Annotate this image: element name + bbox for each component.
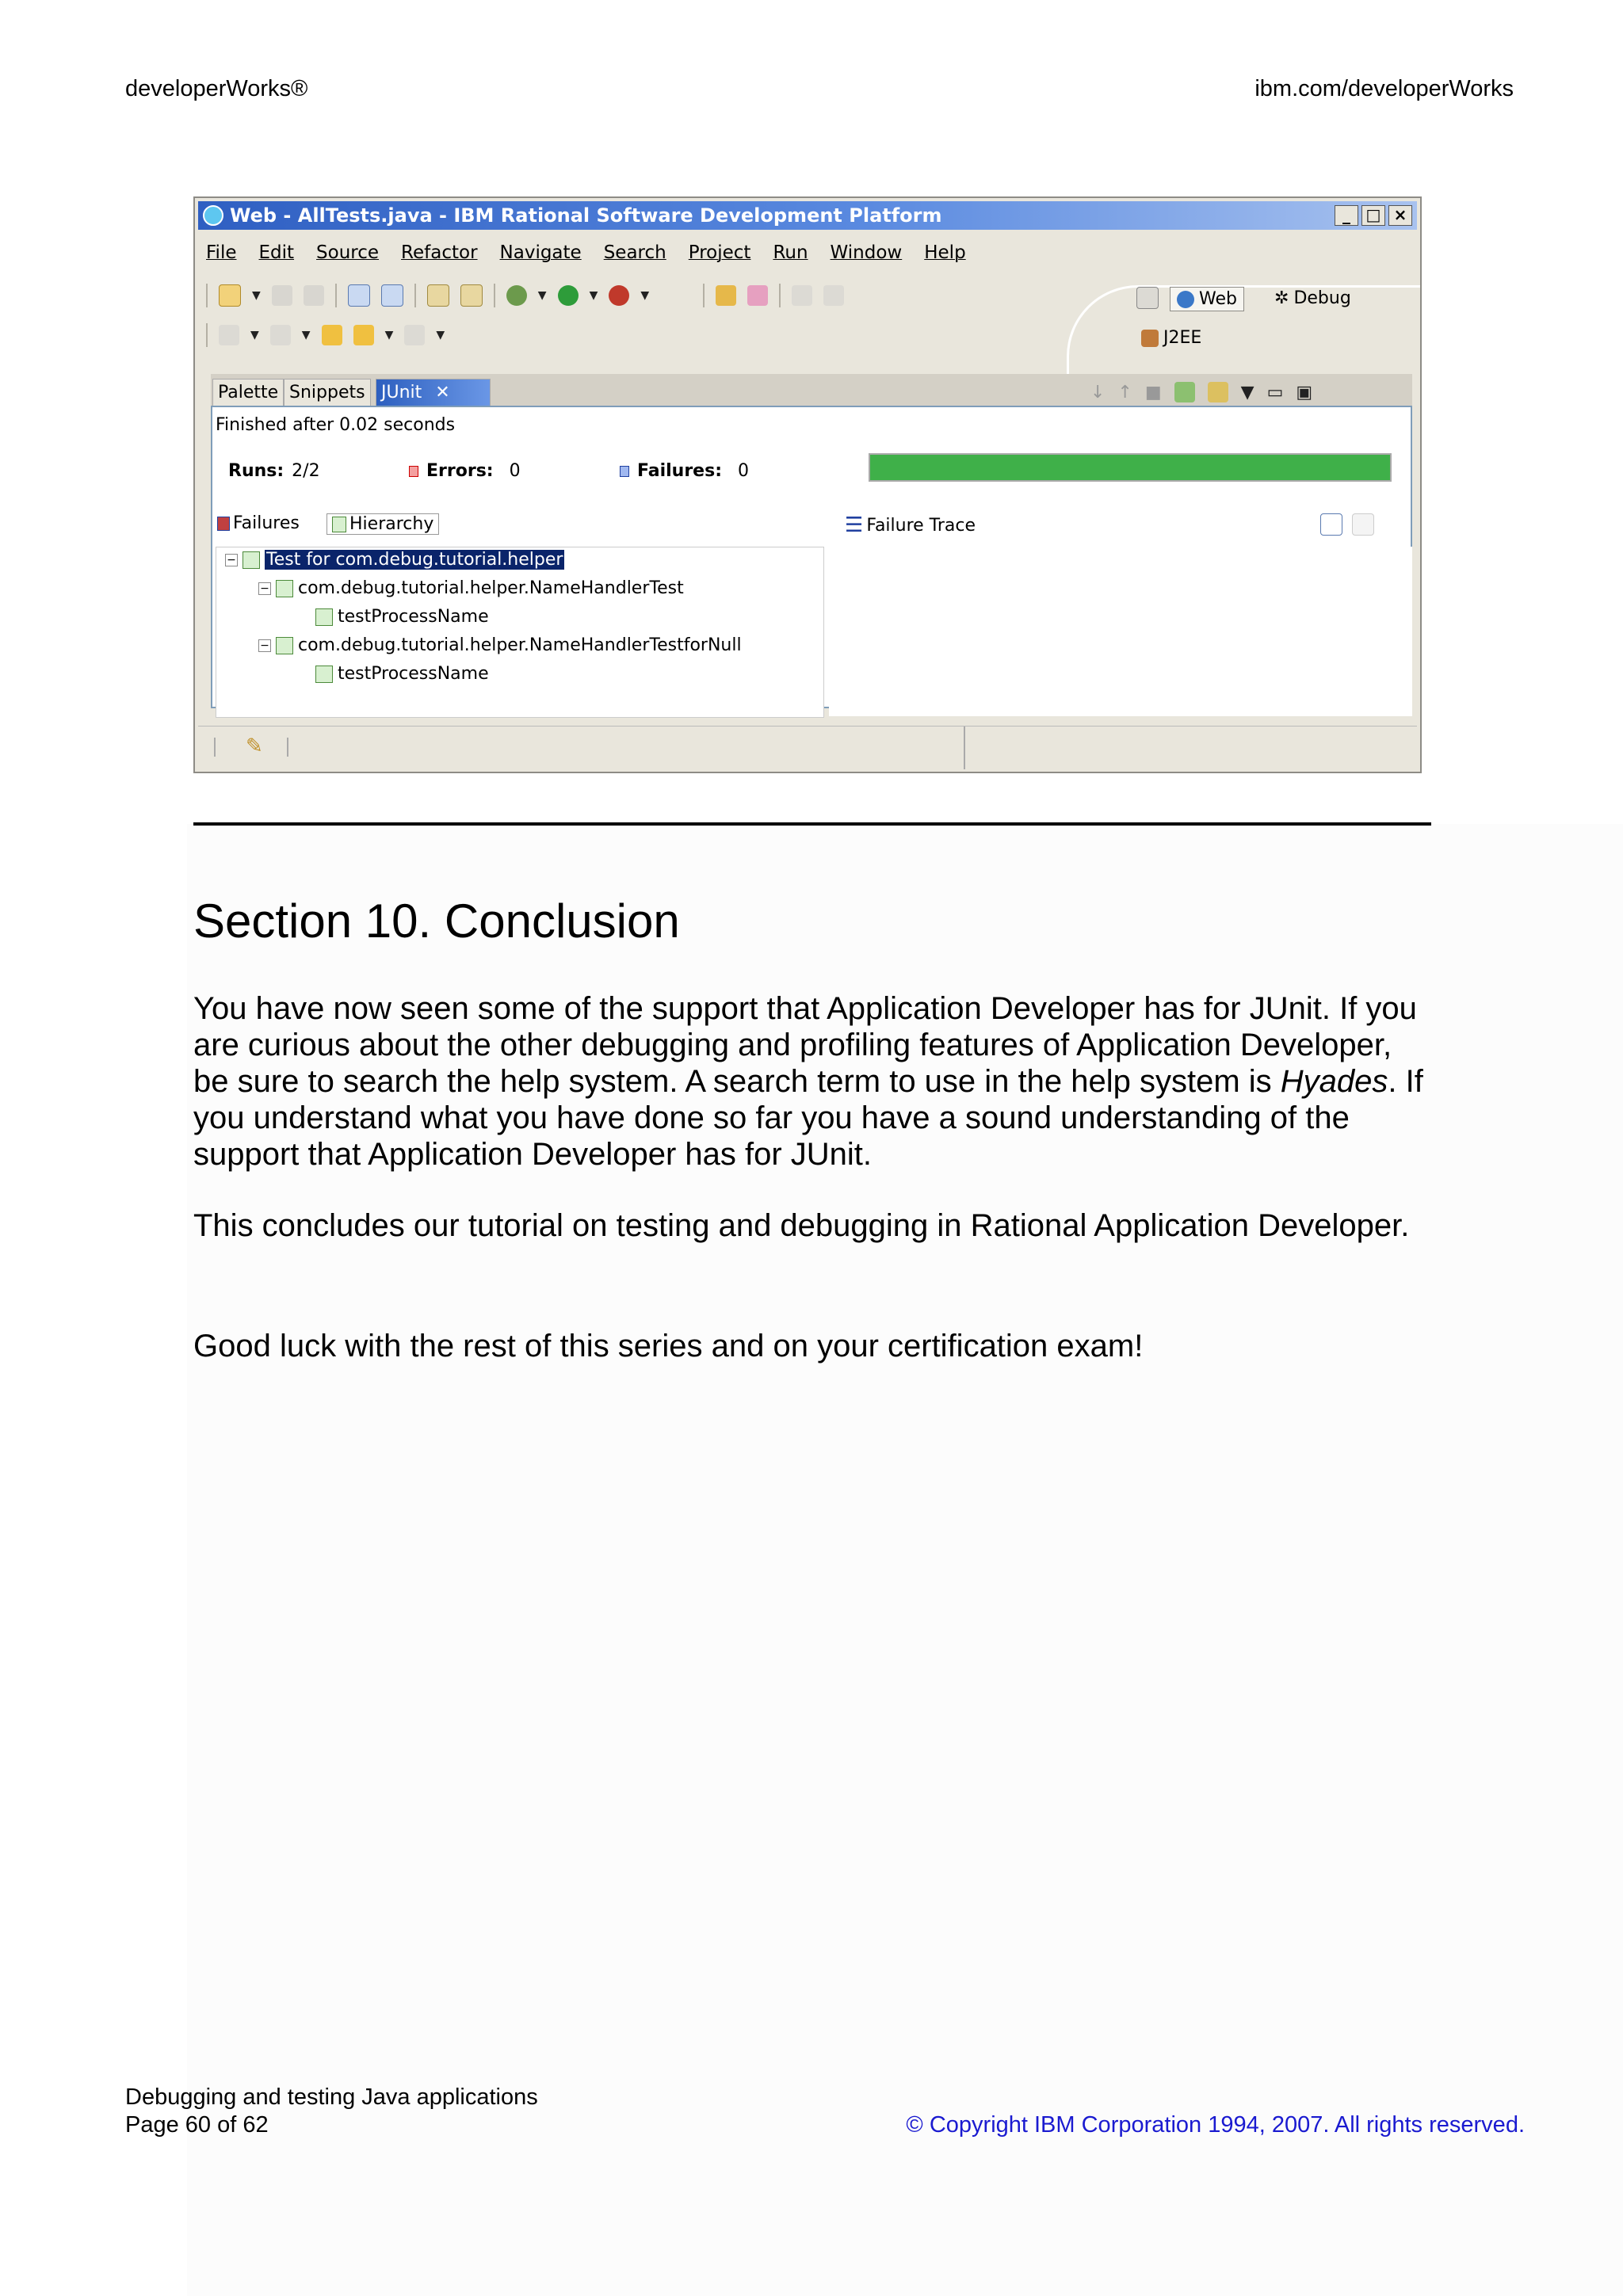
- previous-failure-icon[interactable]: ↑: [1117, 382, 1132, 402]
- scroll-lock-icon[interactable]: [1208, 382, 1228, 402]
- errors-count: Errors: 0: [409, 461, 521, 481]
- conclusion-paragraph-3: Good luck with the rest of this series and on your certification exam!: [193, 1329, 1144, 1363]
- disabled-tool-2-icon: [823, 285, 844, 306]
- section-divider: [193, 822, 1431, 826]
- suite-icon: [242, 551, 260, 569]
- app-icon: [203, 205, 223, 226]
- close-icon[interactable]: ×: [1388, 205, 1412, 226]
- tab-failures[interactable]: Failures: [217, 513, 300, 533]
- perspective-debug[interactable]: ✲ Debug: [1274, 288, 1351, 308]
- test-progress-bar: [869, 453, 1392, 482]
- run-icon[interactable]: [558, 285, 579, 306]
- ide-screenshot: [193, 196, 1422, 773]
- rerun-icon[interactable]: [1174, 382, 1195, 402]
- toolbar-row-1: ▼ ▼ ▼ ▼: [206, 284, 844, 307]
- new-package-icon[interactable]: [381, 284, 403, 307]
- error-icon: [409, 466, 418, 477]
- bug-icon: ✲: [1274, 288, 1289, 308]
- brush-icon[interactable]: [747, 285, 768, 306]
- save-icon[interactable]: [272, 285, 292, 306]
- window-title: Web - AllTests.java - IBM Rational Software Development Platform: [230, 204, 942, 227]
- conclusion-paragraph-2: This concludes our tutorial on testing and debugging in Rational Application Developer.: [193, 1208, 1410, 1243]
- menu-edit[interactable]: Edit: [258, 242, 295, 263]
- back-icon[interactable]: [353, 325, 374, 345]
- tab-palette[interactable]: Palette: [212, 379, 284, 406]
- menu-window[interactable]: Window: [830, 242, 903, 263]
- test-pass-icon: [315, 666, 333, 683]
- tab-snippets[interactable]: Snippets: [284, 379, 371, 406]
- failure-trace-header: ☰ Failure Trace: [845, 513, 976, 537]
- view-menu-icon[interactable]: ▼: [1240, 382, 1254, 402]
- trace-list-icon: ☰: [845, 513, 864, 537]
- tree-node-class[interactable]: − com.debug.tutorial.helper.NameHandlerTestforNull: [258, 635, 742, 655]
- collapse-icon[interactable]: −: [258, 582, 271, 595]
- history-icon[interactable]: [219, 325, 239, 345]
- section-title: Section 10. Conclusion: [193, 894, 680, 948]
- view-toolbar: [1090, 382, 1312, 402]
- runs-count: Runs: 2/2: [228, 461, 320, 481]
- menu-help[interactable]: Help: [924, 242, 966, 263]
- collapse-icon[interactable]: −: [225, 554, 238, 566]
- filter-stack-icon[interactable]: [1320, 513, 1342, 536]
- menu-project[interactable]: Project: [688, 242, 751, 263]
- tree-node-suite[interactable]: − Test for com.debug.tutorial.helper: [225, 550, 564, 570]
- menu-refactor[interactable]: Refactor: [401, 242, 478, 263]
- next-failure-icon[interactable]: ↓: [1090, 382, 1106, 402]
- external-tools-icon[interactable]: [609, 285, 629, 306]
- maximize-view-icon[interactable]: ▣: [1296, 382, 1313, 402]
- failure-icon: [620, 466, 629, 477]
- j2ee-icon: [1141, 330, 1159, 347]
- print-icon[interactable]: [304, 285, 324, 306]
- globe-icon: [1177, 291, 1194, 308]
- close-tab-icon[interactable]: ✕: [435, 383, 450, 402]
- failures-tab-icon: [217, 517, 230, 531]
- minimize-view-icon[interactable]: ▭: [1266, 382, 1284, 402]
- tree-node-test[interactable]: testProcessName: [315, 607, 489, 627]
- junit-status: Finished after 0.02 seconds: [216, 415, 456, 435]
- compare-icon[interactable]: [1352, 513, 1374, 536]
- menu-file[interactable]: File: [206, 242, 237, 263]
- header-brand: developerWorks®: [125, 76, 308, 101]
- open-folder-icon[interactable]: [716, 285, 736, 306]
- ide-status-bar: [198, 726, 1417, 769]
- test-hierarchy-tree: [216, 547, 824, 718]
- plug-icon: ✎: [246, 734, 263, 758]
- failures-count: Failures: 0: [620, 461, 749, 481]
- maximize-icon[interactable]: □: [1361, 205, 1385, 226]
- minimize-icon[interactable]: _: [1335, 205, 1358, 226]
- perspective-web[interactable]: Web: [1170, 287, 1244, 311]
- footer-doc-title: Debugging and testing Java applications: [125, 2084, 538, 2110]
- hierarchy-icon: [332, 517, 346, 532]
- menu-bar: [206, 242, 966, 263]
- tree-node-class[interactable]: − com.debug.tutorial.helper.NameHandlerTest: [258, 578, 684, 598]
- open-perspective-icon[interactable]: [1136, 287, 1159, 309]
- tab-hierarchy[interactable]: Hierarchy: [327, 513, 439, 535]
- open-resource-icon[interactable]: [460, 284, 483, 307]
- conclusion-paragraph-1: You have now seen some of the support that Application Developer has for JUnit. If you are curious about the other debugging and profiling features of Application Developer, be sure to search the help system. A search term to use in the help system is Hyades. If you understand what you have done so far you have a sound understanding of the support that Application Developer has for JUnit.: [193, 991, 1423, 1172]
- test-class-icon: [276, 637, 293, 654]
- next-annotation-icon[interactable]: [270, 325, 291, 345]
- header-url: ibm.com/developerWorks: [1254, 76, 1514, 101]
- perspective-j2ee[interactable]: J2EE: [1141, 328, 1201, 348]
- forward-icon[interactable]: [404, 325, 425, 345]
- new-class-icon[interactable]: [348, 284, 370, 307]
- window-titlebar: [198, 201, 1417, 230]
- menu-navigate[interactable]: Navigate: [499, 242, 582, 263]
- tree-node-test[interactable]: testProcessName: [315, 664, 489, 684]
- failure-trace-panel: [829, 547, 1412, 716]
- new-icon[interactable]: [219, 284, 241, 307]
- tab-junit[interactable]: JUnit ✕: [376, 379, 491, 406]
- test-pass-icon: [315, 608, 333, 626]
- menu-source[interactable]: Source: [316, 242, 380, 263]
- toolbar-row-2: ▼ ▼ ▼ ▼: [206, 323, 445, 347]
- collapse-icon[interactable]: −: [258, 639, 271, 652]
- debug-icon[interactable]: [506, 285, 527, 306]
- stop-icon[interactable]: ■: [1144, 382, 1162, 402]
- footer-copyright-link[interactable]: © Copyright IBM Corporation 1994, 2007. All rights reserved.: [906, 2112, 1525, 2138]
- menu-run[interactable]: Run: [773, 242, 808, 263]
- open-type-icon[interactable]: [427, 284, 449, 307]
- footer-page-number: Page 60 of 62: [125, 2112, 269, 2138]
- test-class-icon: [276, 580, 293, 597]
- menu-search[interactable]: Search: [603, 242, 666, 263]
- disabled-tool-icon: [792, 285, 812, 306]
- last-edit-icon[interactable]: [322, 325, 342, 345]
